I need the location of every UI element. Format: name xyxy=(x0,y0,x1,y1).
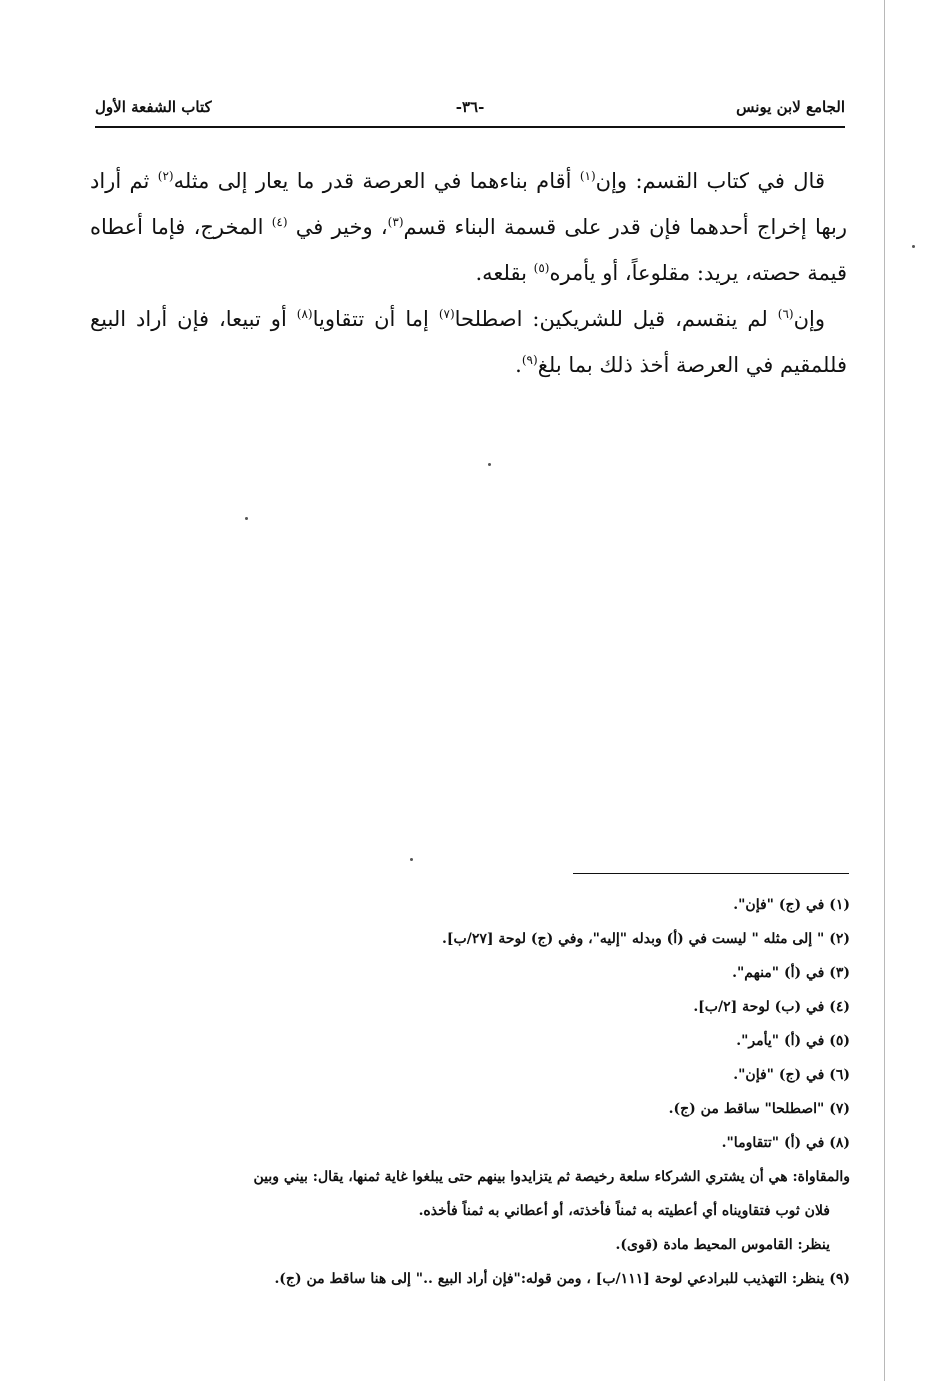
footnote-2: (٢) " إلى مثله " ليست في (أ) وبدله "إليه"، وفي (ج) لوحة [٢٧/ب]. xyxy=(442,931,850,947)
footnote-7: (٧) "اصطلحا" ساقط من (ج). xyxy=(668,1101,850,1117)
text-span: بقلعه. xyxy=(475,261,534,285)
scan-speck xyxy=(488,463,491,466)
footnote-6: (٦) في (ج) "فإن". xyxy=(733,1067,850,1083)
footnote-ref: (٢) xyxy=(157,169,174,183)
running-header xyxy=(95,92,845,126)
footnotes xyxy=(90,888,850,1296)
text-span: أقام بناءهما في العرصة قدر ما يعار إلى مثله xyxy=(173,169,580,193)
footnote-ref: (١) xyxy=(579,169,596,183)
footnote-8-reference: ينظر: القاموس المحيط مادة (قوى). xyxy=(615,1237,830,1253)
footnote-separator xyxy=(573,873,849,874)
header-book-title: الجامع لابن يونس xyxy=(736,98,845,116)
text-span: أو تبيعا، فإن أراد البيع فللمقيم في العرصة أخذ ذلك بما بلغ xyxy=(90,307,847,377)
text-span: وإن xyxy=(793,307,825,331)
paragraph-2 xyxy=(90,296,847,388)
page-edge-line xyxy=(884,0,885,1381)
scan-speck xyxy=(410,858,413,861)
footnote-ref: (٩) xyxy=(521,353,538,367)
text-span: المخرج، فإما أعطاه قيمة حصته، يريد: مقلوعاً، أو يأمره xyxy=(90,215,847,285)
text-span: لم ينقسم، قيل للشريكين: اصطلحا xyxy=(454,307,778,331)
footnote-8-definition-cont: فلان ثوب فتقاويناه أي أعطيته به ثمناً فأخذته، أو أعطاني به ثمناً فأخذه. xyxy=(418,1203,830,1219)
footnote-5: (٥) في (أ) "يأمر". xyxy=(736,1033,850,1049)
page-number: -٣٦- xyxy=(455,98,485,116)
main-text xyxy=(90,158,847,388)
header-chapter-title: كتاب الشفعة الأول xyxy=(95,98,212,116)
header-rule xyxy=(95,126,845,128)
text-span: ثم أراد ربها إخراج أحدهما فإن قدر على قسمة البناء قسم xyxy=(90,169,848,239)
paragraph-1 xyxy=(90,158,847,296)
footnote-9: (٩) ينظر: التهذيب للبرادعي لوحة [١١١/ب] ، ومن قوله:"فإن أراد البيع .." إلى هنا ساقط من (ج). xyxy=(274,1271,850,1287)
footnote-ref: (٨) xyxy=(296,307,313,321)
footnote-ref: (٣) xyxy=(387,215,404,229)
scan-speck xyxy=(245,517,248,520)
text-span: قال في كتاب القسم: وإن xyxy=(595,169,825,193)
text-span: إما أن تتقاويا xyxy=(312,307,439,331)
scan-speck xyxy=(912,245,915,248)
footnote-1: (١) في (ج) "فإن". xyxy=(733,897,850,913)
text-span: . xyxy=(515,353,522,377)
text-span: ، وخير في xyxy=(287,215,388,239)
footnote-4: (٤) في (ب) لوحة [٢/ب]. xyxy=(693,999,850,1015)
footnote-ref: (٦) xyxy=(777,307,794,321)
footnote-ref: (٧) xyxy=(438,307,455,321)
footnote-8-definition: والمقاواة: هي أن يشتري الشركاء سلعة رخيصة ثم يتزايدوا بينهم حتى يبلغوا غاية ثمنها، يقال: بيني وبين xyxy=(253,1169,850,1185)
footnote-3: (٣) في (أ) "منهم". xyxy=(732,965,850,981)
footnote-ref: (٤) xyxy=(271,215,288,229)
footnote-ref: (٥) xyxy=(533,261,550,275)
footnote-8: (٨) في (أ) "تتقاوما". xyxy=(721,1135,850,1151)
